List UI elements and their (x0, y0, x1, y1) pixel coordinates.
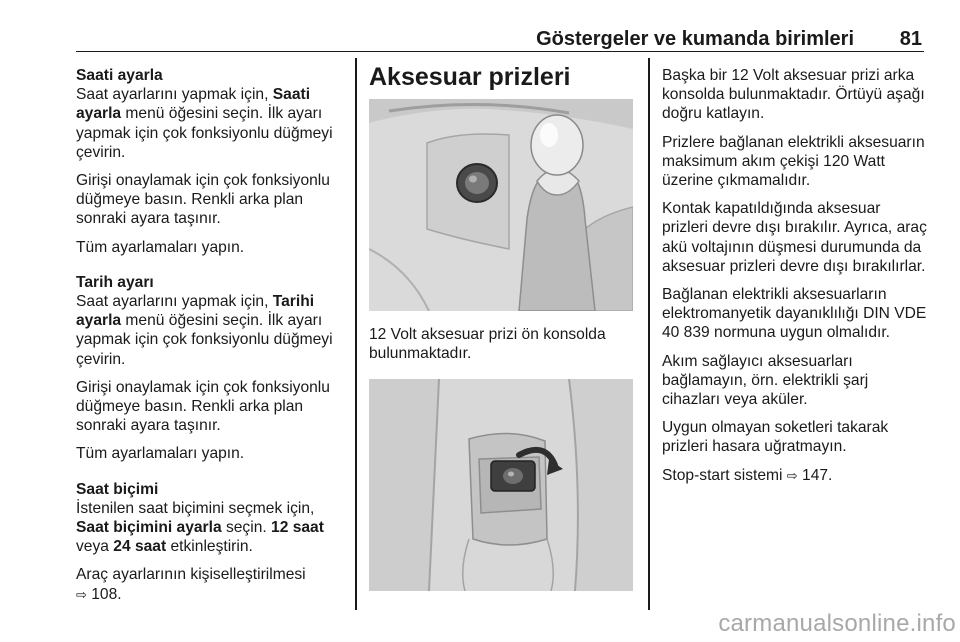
header-title: Göstergeler ve kumanda birimleri (536, 28, 854, 50)
paragraph: Girişi onaylamak için çok fonksiyonlu düğmeye basın. Renkli arka plan sonraki ayara taşınır. (76, 378, 330, 435)
paragraph-cross-reference (662, 466, 928, 486)
paragraph (76, 85, 348, 162)
text-run: veya (76, 538, 114, 556)
text-run: menü öğesini seçin. İlk ayarı yapmak için çok fonksiyonlu düğmeyi çevirin. (76, 105, 333, 161)
text-run: Saat ayarlarını yapmak için, (76, 293, 273, 311)
section-heading: Tarih ayarı (76, 273, 154, 291)
paragraph: Tüm ayarlamaları yapın. (76, 445, 245, 463)
paragraph: Prizlere bağlanan elektrikli aksesuarın maksimum akım çekişi 120 Watt üzerine çıkmamalıdır. (662, 133, 925, 190)
arrow-icon: ⇨ (76, 587, 87, 603)
paragraph (76, 292, 348, 369)
text-run: İstenilen saat biçimini seçmek için, (76, 499, 315, 517)
text-run: Araç ayarlarının kişiselleştirilmesi (76, 566, 306, 584)
rear-console-socket-illustration (369, 379, 633, 591)
paragraph: Tüm ayarlamaları yapın. (76, 238, 245, 256)
page-reference-link[interactable]: 108. (86, 585, 122, 603)
text-run: Stop-start sistemi (662, 466, 787, 484)
menu-term: Saati ayarla (76, 86, 311, 123)
page-number: 81 (899, 28, 922, 50)
watermark: carmanualsonline.info (718, 610, 956, 637)
paragraph (76, 499, 348, 557)
front-console-socket-illustration (369, 99, 633, 311)
text-run: Saat ayarlarını yapmak için, (76, 86, 273, 104)
main-heading: Aksesuar prizleri (369, 63, 571, 91)
paragraph: Başka bir 12 Volt aksesuar prizi arka konsolda bulunmaktadır. Örtüyü aşağı doğru katlayın. (662, 67, 925, 123)
option-term: 24 saat (113, 538, 167, 556)
text-run: menü öğesini seçin. İlk ayarı yapmak için çok fonksiyonlu düğmeyi çevirin. (76, 312, 333, 368)
paragraph: Girişi onaylamak için çok fonksiyonlu düğmeye basın. Renkli arka plan sonraki ayara taşınır. (76, 172, 330, 228)
column-divider-2 (648, 58, 650, 610)
section-heading: Saati ayarla (76, 67, 163, 84)
option-term: 12 saat (271, 519, 324, 537)
section-set-date (76, 273, 348, 464)
paragraph: Uygun olmayan soketleri takarak prizleri hasara uğratmayın. (662, 419, 889, 456)
figure-rear-socket (369, 379, 633, 591)
section-heading: Saat biçimi (76, 480, 159, 498)
menu-term: Tarihi ayarla (76, 293, 315, 330)
paragraph: Bağlanan elektrikli aksesuarların elektromanyetik dayanıklılığı DIN VDE 40 839 normuna uygun olmalıdır. (662, 286, 927, 342)
page-reference-link[interactable]: 147. (797, 466, 833, 484)
column-right (662, 66, 928, 486)
section-time-format (76, 480, 348, 605)
page-header (76, 26, 924, 52)
column-middle (369, 62, 635, 591)
figure-front-socket (369, 99, 633, 311)
figure-caption: 12 Volt aksesuar prizi ön konsolda bulunmaktadır. (369, 326, 606, 363)
column-divider-1 (355, 58, 357, 610)
paragraph: Kontak kapatıldığında aksesuar prizleri devre dışı bırakılır. Ayrıca, araç akü voltajının düşmesi durumunda da aksesuar prizleri devre dışı bırakılırlar. (662, 200, 927, 275)
text-run: etkinleştirin. (166, 538, 253, 556)
menu-term: Saat biçimini ayarla (76, 519, 222, 537)
column-left (76, 66, 348, 621)
paragraph-cross-reference (76, 565, 348, 604)
section-set-time (76, 66, 348, 257)
text-run: seçin. (221, 519, 272, 537)
paragraph: Akım sağlayıcı aksesuarları bağlamayın, örn. elektrikli şarj cihazları veya aküler. (662, 352, 869, 409)
arrow-icon: ⇨ (786, 468, 798, 484)
